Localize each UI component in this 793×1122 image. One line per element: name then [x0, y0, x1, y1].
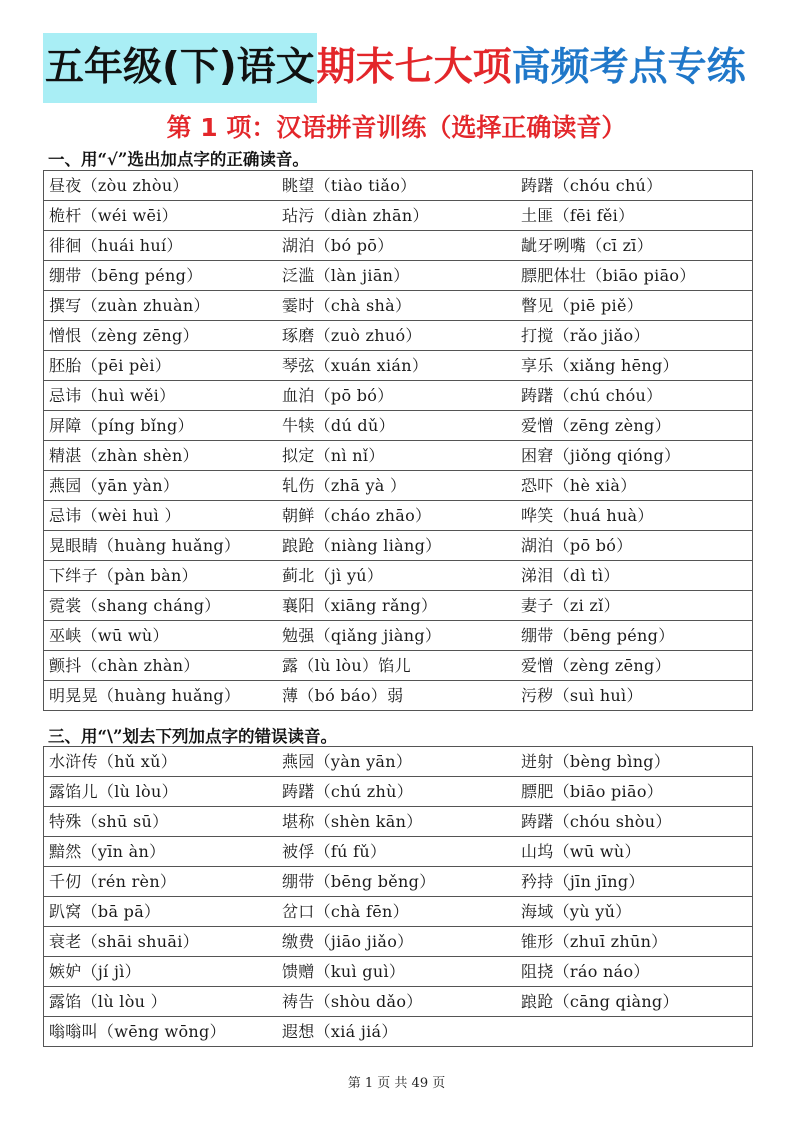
question-cell: 享乐（xiǎng hēng） [521, 356, 679, 375]
question-cell: 霓裳（shang cháng） [49, 596, 221, 615]
question-cell: 绷带（bēng běng） [282, 872, 436, 891]
section1-heading: 一、用“√”选出加点字的正确读音。 [48, 150, 309, 169]
question-cell: 爱憎（zēng zèng） [521, 416, 671, 435]
question-cell: 衰老（shāi shuāi） [49, 932, 199, 951]
question-cell: 巫峡（wū wù） [49, 626, 169, 645]
question-cell: 忌讳（huì wěi） [49, 386, 176, 405]
question-cell: 蓟北（jì yú） [282, 566, 384, 585]
question-cell: 绷带（bēng péng） [521, 626, 675, 645]
question-cell: 山坞（wū wù） [521, 842, 641, 861]
table-row [44, 171, 752, 201]
question-cell: 堪称（shèn kān） [282, 812, 423, 831]
question-cell: 踌躇（chú chóu） [521, 386, 663, 405]
table-row [44, 591, 752, 621]
question-cell: 霎时（chà shà） [282, 296, 412, 315]
table-row [44, 561, 752, 591]
table-row [44, 681, 752, 711]
question-cell: 朝鲜（cháo zhāo） [282, 506, 432, 525]
question-cell: 嫉妒（jí jì） [49, 962, 141, 981]
table-row [44, 897, 752, 927]
table-row [44, 621, 752, 651]
question-cell: 妻子（zi zǐ） [521, 596, 620, 615]
question-cell: 被俘（fú fǔ） [282, 842, 387, 861]
question-cell: 特殊（shū sū） [49, 812, 169, 831]
question-cell: 湖泊（bó pō） [282, 236, 394, 255]
question-cell: 踉跄（niàng liàng） [282, 536, 442, 555]
question-cell: 龇牙咧嘴（cī zī） [521, 236, 654, 255]
question-cell: 哗笑（huá huà） [521, 506, 654, 525]
table-row [44, 261, 752, 291]
question-cell: 屏障（píng bǐng） [49, 416, 194, 435]
question-cell: 牛犊（dú dǔ） [282, 416, 395, 435]
table-row [44, 957, 752, 987]
table-row [44, 1017, 752, 1047]
page-footer: 第 1 页 共 49 页 [347, 1076, 446, 1091]
question-cell: 涕泪（dì tì） [521, 566, 620, 585]
question-cell: 膘肥（biāo piāo） [521, 782, 664, 801]
question-cell: 水浒传（hǔ xǔ） [49, 752, 178, 771]
question-cell: 踉跄（cāng qiàng） [521, 992, 679, 1011]
question-cell: 趴窝（bā pā） [49, 902, 161, 921]
question-cell: 轧伤（zhā yà ） [282, 476, 407, 495]
table-row [44, 381, 752, 411]
question-cell: 精湛（zhàn shèn） [49, 446, 199, 465]
question-cell: 琢磨（zuò zhuó） [282, 326, 422, 345]
question-cell: 颤抖（chàn zhàn） [49, 656, 200, 675]
table-row [44, 531, 752, 561]
question-cell: 撰写（zuàn zhuàn） [49, 296, 210, 315]
question-cell: 踌躇（chóu chú） [521, 176, 663, 195]
question-cell: 瞥见（piē piě） [521, 296, 644, 315]
table-row [44, 411, 752, 441]
question-cell: 踌躇（chóu shòu） [521, 812, 672, 831]
title-topic: 高频考点专练 [511, 45, 746, 90]
question-cell: 眺望（tiào tiǎo） [282, 176, 417, 195]
question-cell: 岔口（chà fēn） [282, 902, 409, 921]
question-cell: 徘徊（huái huí） [49, 236, 183, 255]
table-row [44, 651, 752, 681]
question-cell [516, 1017, 752, 1046]
table-row [44, 987, 752, 1017]
table-row [44, 837, 752, 867]
question-cell: 襄阳（xiāng rǎng） [282, 596, 438, 615]
question-cell: 露馅儿（lù lòu） [49, 782, 178, 801]
table-row [44, 777, 752, 807]
question-cell: 土匪（fēi fěi） [521, 206, 635, 225]
question-cell: 恐吓（hè xià） [521, 476, 637, 495]
question-cell: 玷污（diàn zhān） [282, 206, 429, 225]
question-cell: 勉强（qiǎng jiàng） [282, 626, 442, 645]
table-row [44, 441, 752, 471]
question-cell: 锥形（zhuī zhūn） [521, 932, 668, 951]
question-cell: 矜持（jīn jīng） [521, 872, 645, 891]
question-cell: 憎恨（zèng zēng） [49, 326, 199, 345]
question-cell: 拟定（nì nǐ） [282, 446, 385, 465]
question-cell: 薄（bó báo）弱 [282, 686, 404, 705]
question-cell: 露馅（lù lòu ） [49, 992, 167, 1011]
question-cell: 黯然（yīn àn） [49, 842, 166, 861]
table-row [44, 291, 752, 321]
question-cell: 胚胎（pēi pèi） [49, 356, 172, 375]
question-cell: 忌讳（wèi huì ） [49, 506, 181, 525]
question-cell: 踌躇（chú zhù） [282, 782, 413, 801]
question-cell: 千仞（rén rèn） [49, 872, 177, 891]
question-cell: 血泊（pō bó） [282, 386, 394, 405]
table-row [44, 501, 752, 531]
question-cell: 燕园（yàn yān） [282, 752, 413, 771]
question-cell: 迸射（bèng bìng） [521, 752, 671, 771]
question-cell: 遐想（xiá jiá） [282, 1022, 398, 1041]
question-cell: 缴费（jiāo jiǎo） [282, 932, 414, 951]
section1-table [43, 170, 753, 711]
question-cell: 膘肥体壮（biāo piāo） [521, 266, 696, 285]
question-cell: 桅杆（wéi wēi） [49, 206, 178, 225]
subtitle: 第 1 项：汉语拼音训练（选择正确读音） [166, 113, 627, 142]
question-cell: 露（lù lòu）馅儿 [282, 656, 411, 675]
question-cell: 泛滥（làn jiān） [282, 266, 410, 285]
table-row [44, 231, 752, 261]
question-cell: 污秽（suì huì） [521, 686, 643, 705]
question-cell: 海域（yù yǔ） [521, 902, 632, 921]
question-cell: 祷告（shòu dǎo） [282, 992, 423, 1011]
table-row [44, 321, 752, 351]
question-cell: 晃眼睛（huàng huǎng） [49, 536, 241, 555]
question-cell: 爱憎（zèng zēng） [521, 656, 671, 675]
table-row [44, 471, 752, 501]
table-row [44, 201, 752, 231]
page-title [43, 33, 746, 103]
table-row [44, 867, 752, 897]
table-row [44, 747, 752, 777]
title-highlight [43, 33, 317, 103]
question-cell: 打搅（rǎo jiǎo） [521, 326, 650, 345]
question-cell: 馈赠（kuì guì） [282, 962, 406, 981]
table-row [44, 927, 752, 957]
table-row [44, 351, 752, 381]
question-cell: 嗡嗡叫（wēng wōng） [49, 1022, 226, 1041]
question-cell: 琴弦（xuán xián） [282, 356, 429, 375]
question-cell: 昼夜（zòu zhòu） [49, 176, 189, 195]
title-exam: 期末七大项 [316, 45, 512, 90]
table-row [44, 807, 752, 837]
section3-table [43, 746, 753, 1047]
question-cell: 阻挠（ráo náo） [521, 962, 650, 981]
title-grade: 五年级(下)语文 [45, 45, 315, 90]
question-cell: 明晃晃（huàng huǎng） [49, 686, 241, 705]
section3-heading: 三、用“\”划去下列加点字的错误读音。 [48, 727, 338, 746]
question-cell: 困窘（jiǒng qióng） [521, 446, 681, 465]
question-cell: 下绊子（pàn bàn） [49, 566, 198, 585]
question-cell: 湖泊（pō bó） [521, 536, 633, 555]
question-cell: 绷带（bēng péng） [49, 266, 203, 285]
question-cell: 燕园（yān yàn） [49, 476, 180, 495]
